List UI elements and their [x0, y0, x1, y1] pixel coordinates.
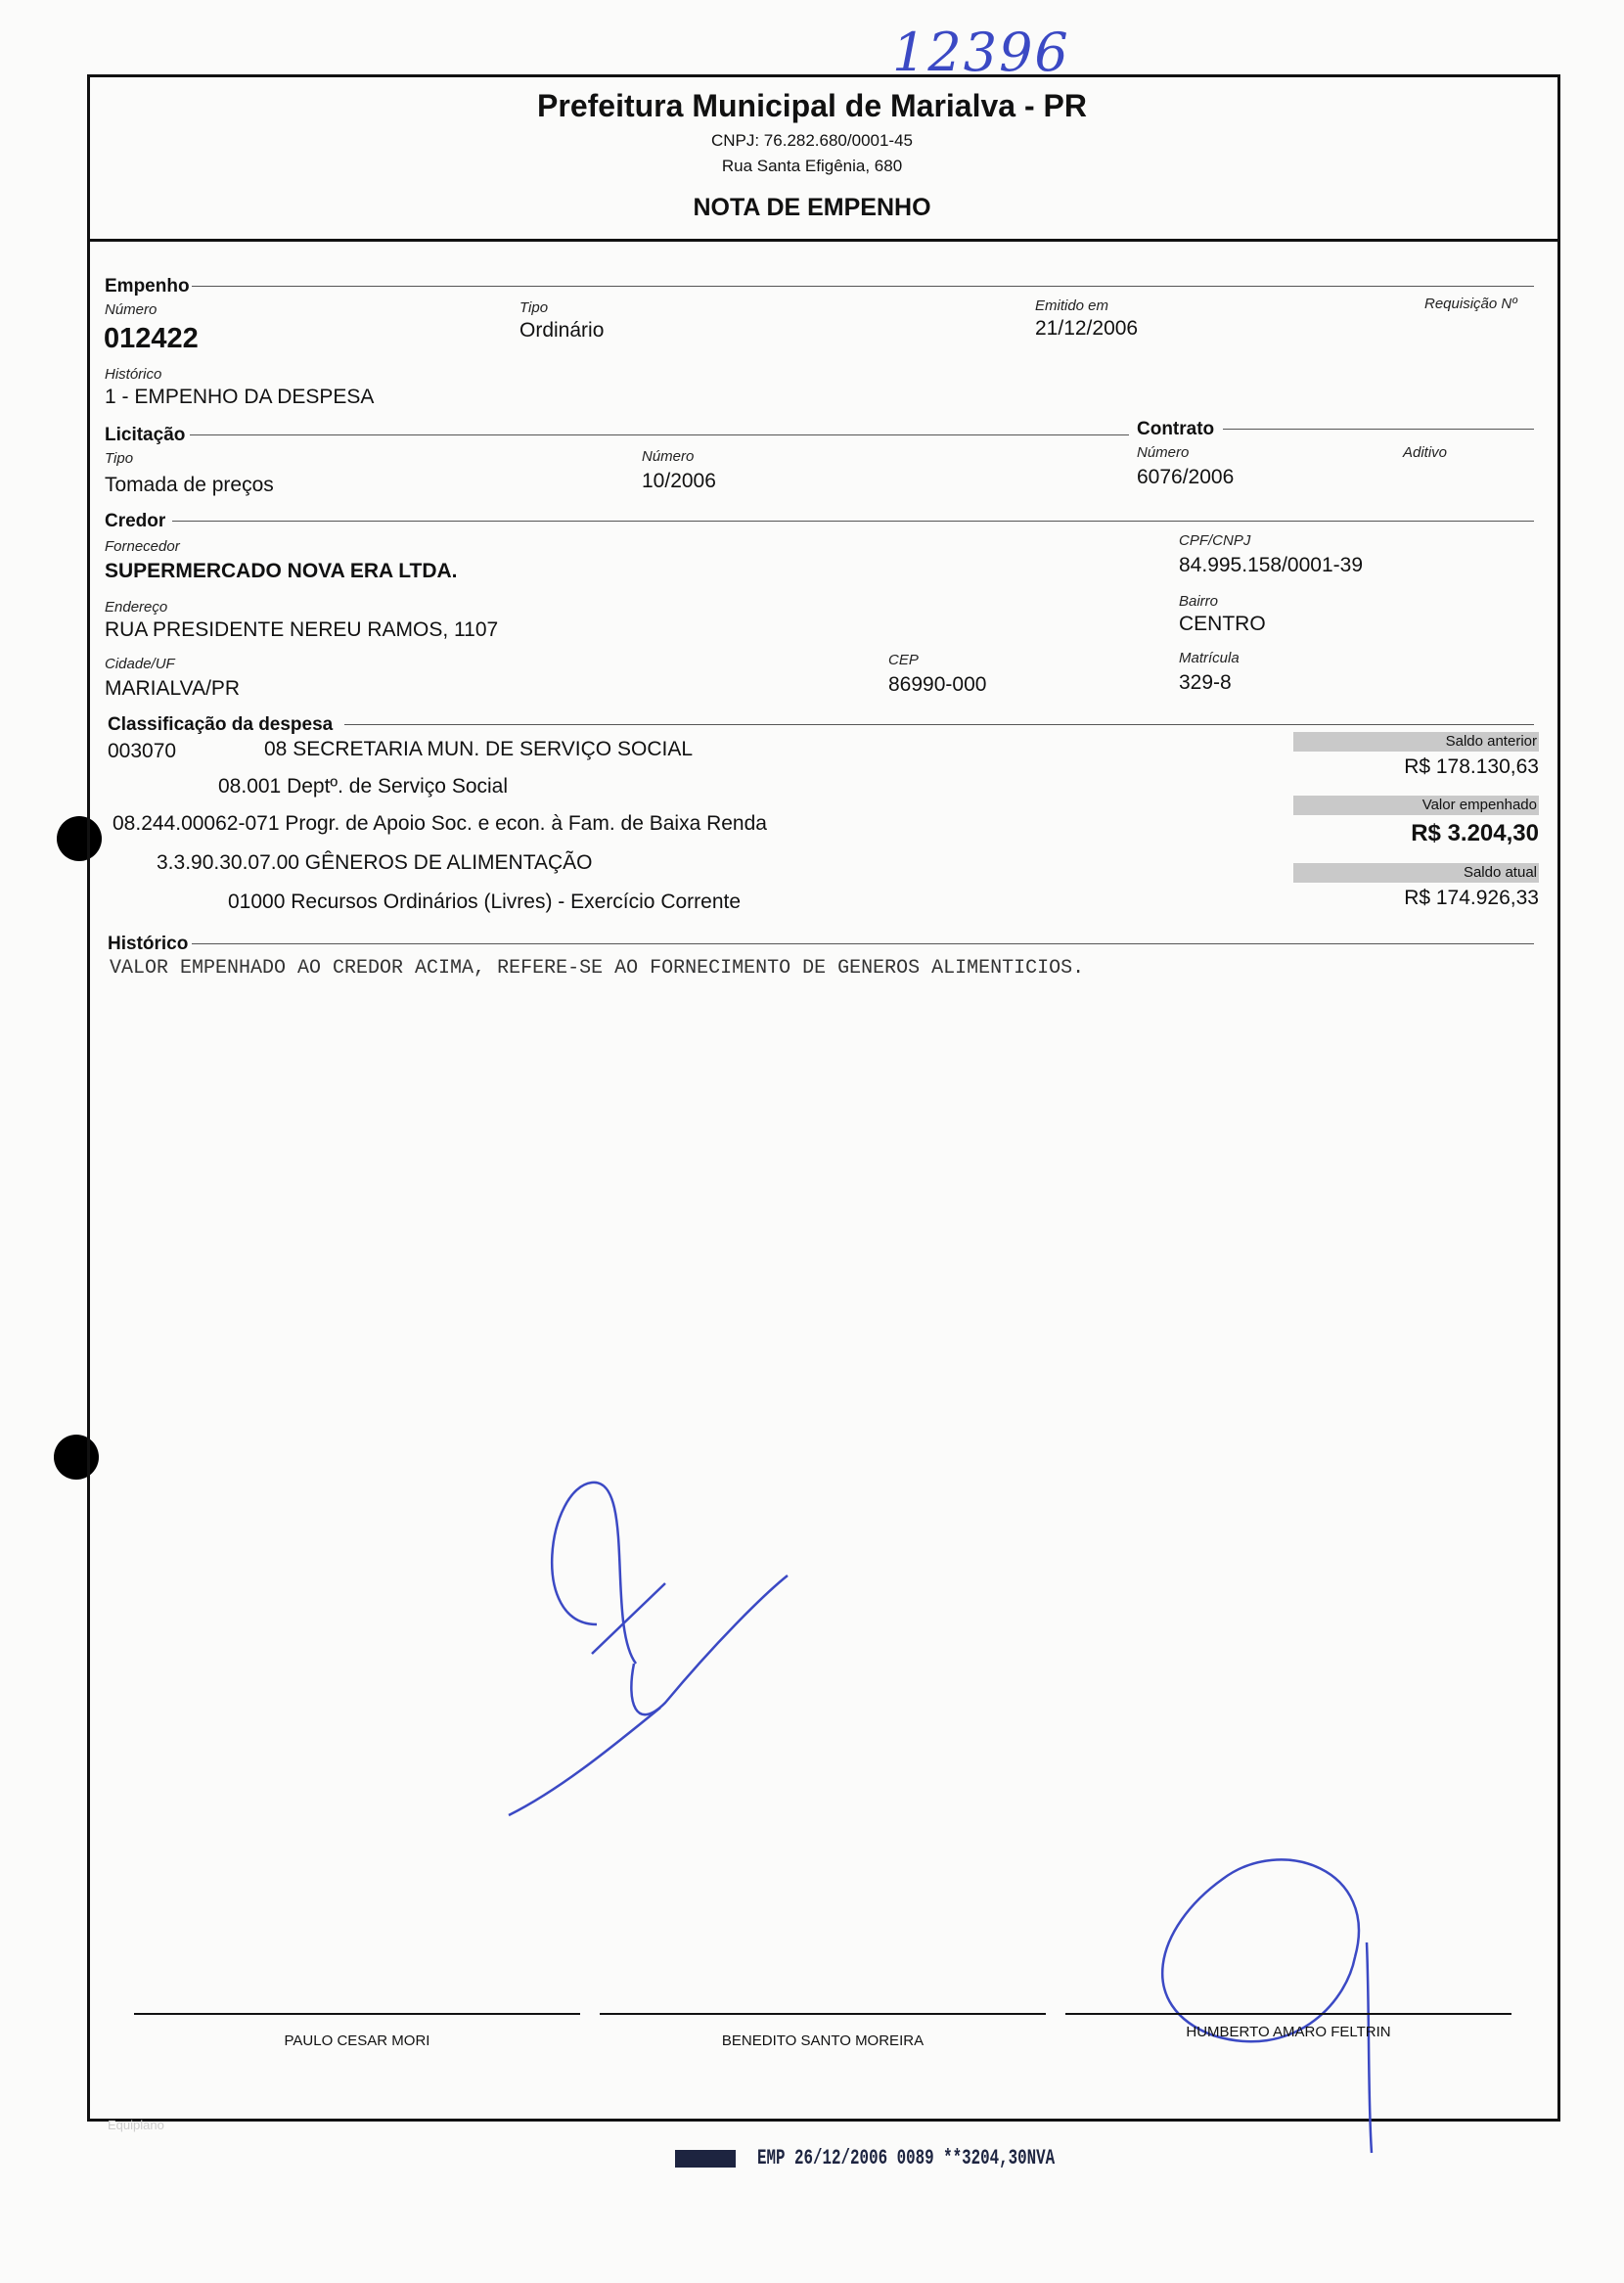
empenho-requisicao-label: Requisição Nº	[1424, 296, 1517, 312]
credor-matricula-label: Matrícula	[1179, 650, 1240, 666]
licitacao-tipo: Tomada de preços	[105, 474, 274, 496]
section-contrato-rule	[1223, 429, 1534, 430]
contrato-numero-label: Número	[1137, 444, 1190, 461]
historico-text: VALOR EMPENHADO AO CREDOR ACIMA, REFERE-SE AO FORNECIMENTO DE GENEROS ALIMENTICIOS.	[110, 957, 1085, 980]
saldo-anterior-value: R$ 178.130,63	[1404, 755, 1539, 778]
credor-bairro-label: Bairro	[1179, 593, 1219, 610]
page-title: Prefeitura Municipal de Marialva - PR	[537, 88, 1087, 123]
credor-cep: 86990-000	[888, 673, 987, 696]
credor-cep-label: CEP	[888, 652, 919, 668]
credor-bairro: CENTRO	[1179, 613, 1266, 635]
signature-scribble-left	[489, 1468, 822, 1840]
header-divider	[87, 239, 1560, 242]
empenho-numero-label: Número	[105, 301, 158, 318]
signature-stroke-loop	[552, 1483, 636, 1664]
section-empenho-rule	[192, 286, 1534, 287]
valor-empenhado-label: Valor empenhado	[1293, 796, 1539, 815]
section-licitacao-rule	[190, 434, 1129, 435]
classificacao-line-1: 003070	[108, 740, 177, 762]
saldo-atual-value: R$ 174.926,33	[1404, 887, 1539, 909]
header-address: Rua Santa Efigênia, 680	[721, 157, 903, 175]
saldo-atual-label: Saldo atual	[1293, 863, 1539, 883]
document-title: NOTA DE EMPENHO	[693, 194, 931, 221]
empenho-numero: 012422	[104, 323, 199, 354]
empenho-historico: 1 - EMPENHO DA DESPESA	[105, 386, 375, 408]
section-licitacao: Licitação	[105, 425, 186, 445]
header-cnpj: CNPJ: 76.282.680/0001-45	[710, 131, 914, 150]
signature-line-2	[600, 2013, 1046, 2015]
software-footer: Equiplano	[108, 2118, 164, 2132]
signature-stroke-v	[631, 1575, 788, 1714]
empenho-tipo: Ordinário	[519, 319, 605, 342]
licitacao-numero: 10/2006	[642, 470, 716, 492]
credor-endereco: RUA PRESIDENTE NEREU RAMOS, 1107	[105, 618, 499, 641]
classificacao-line-3: 08.001 Deptº. de Serviço Social	[218, 775, 509, 798]
section-historico: Histórico	[108, 934, 189, 954]
signature-line-1	[134, 2013, 580, 2015]
empenho-emitido: 21/12/2006	[1035, 317, 1139, 340]
section-credor: Credor	[105, 511, 166, 531]
document-frame	[87, 74, 1560, 2122]
valor-empenhado-value: R$ 3.204,30	[1411, 820, 1539, 846]
classificacao-line-5: 3.3.90.30.07.00 GÊNEROS DE ALIMENTAÇÃO	[157, 851, 593, 874]
section-contrato: Contrato	[1137, 419, 1215, 439]
credor-fornecedor: SUPERMERCADO NOVA ERA LTDA.	[105, 560, 458, 582]
empenho-emitido-label: Emitido em	[1035, 297, 1109, 314]
processing-stamp: EMP 26/12/2006 0089 **3204,30NVA	[757, 2146, 1056, 2170]
credor-cidade-label: Cidade/UF	[105, 656, 175, 672]
section-historico-rule	[192, 943, 1534, 944]
section-classificacao-rule	[344, 724, 1534, 725]
credor-cpf-label: CPF/CNPJ	[1179, 532, 1251, 549]
section-credor-rule	[172, 521, 1534, 522]
empenho-tipo-label: Tipo	[519, 299, 549, 316]
signature-name-2: BENEDITO SANTO MOREIRA	[721, 2032, 925, 2049]
credor-endereco-label: Endereço	[105, 599, 168, 616]
credor-cidade: MARIALVA/PR	[105, 677, 241, 700]
classificacao-line-2: 08 SECRETARIA MUN. DE SERVIÇO SOCIAL	[264, 738, 694, 760]
stamp-barcode-mark	[675, 2150, 736, 2168]
section-empenho: Empenho	[105, 276, 190, 297]
empenho-historico-label: Histórico	[105, 366, 162, 383]
classificacao-line-6: 01000 Recursos Ordinários (Livres) - Exercício Corrente	[228, 890, 742, 913]
signature-stroke-tail	[509, 1708, 660, 1815]
signature-stroke-cross	[592, 1583, 665, 1654]
handwritten-number: 12396	[892, 22, 1070, 83]
signature-line-3	[1065, 2013, 1511, 2015]
saldo-anterior-label: Saldo anterior	[1293, 732, 1539, 752]
credor-cpf: 84.995.158/0001-39	[1179, 554, 1364, 576]
section-classificacao: Classificação da despesa	[108, 714, 334, 735]
licitacao-tipo-label: Tipo	[105, 450, 134, 467]
contrato-aditivo-label: Aditivo	[1403, 444, 1448, 461]
signature-name-1: PAULO CESAR MORI	[284, 2032, 430, 2049]
credor-fornecedor-label: Fornecedor	[105, 538, 180, 555]
classificacao-line-4: 08.244.00062-071 Progr. de Apoio Soc. e econ. à Fam. de Baixa Renda	[113, 812, 767, 835]
licitacao-numero-label: Número	[642, 448, 695, 465]
signature-stroke-stem	[1367, 1942, 1372, 2153]
signature-scribble-right	[1135, 1840, 1389, 2163]
credor-matricula: 329-8	[1179, 671, 1232, 694]
signature-name-3: HUMBERTO AMARO FELTRIN	[1186, 2024, 1391, 2040]
contrato-numero: 6076/2006	[1137, 466, 1235, 488]
